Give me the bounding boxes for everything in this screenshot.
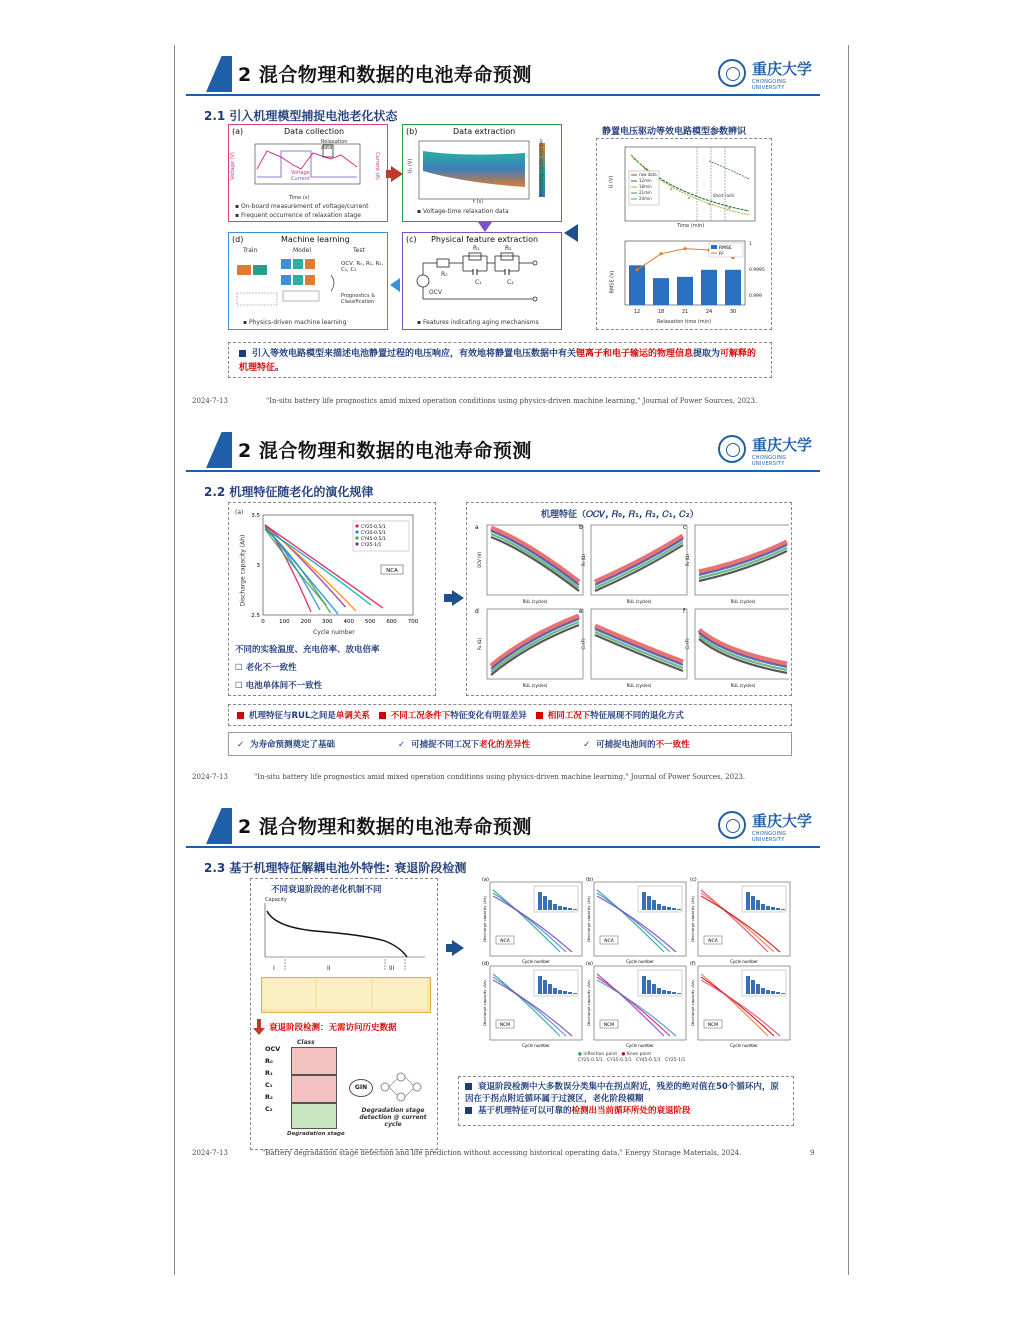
bullet-square — [237, 712, 244, 719]
seal-icon — [718, 59, 746, 87]
seal-icon — [718, 811, 746, 839]
histogram-bar — [672, 908, 676, 910]
panel-title: Data extraction — [453, 127, 516, 136]
capacity-tag: NCA — [386, 568, 398, 574]
footer-reference: "In-situ battery life prognostics amid mixed operation conditions using physics-driven machine learning," Journal of Power Sources, 2023. — [254, 773, 746, 781]
section-title: 2.2 机理特征随老化的演化规律 — [204, 485, 374, 499]
subplot-label: c — [683, 524, 687, 531]
check-icon: ✓ — [237, 740, 245, 750]
capacity-xtick: 400 — [343, 619, 354, 625]
rmse-legend-swatch — [711, 245, 717, 249]
feature-subplot — [579, 608, 687, 688]
mechanism-title: 不同衰退阶段的老化机制不同 — [271, 885, 382, 895]
slide-header — [186, 428, 820, 474]
model-label: Model — [293, 247, 312, 254]
rmse-tick-label: 24 — [705, 309, 713, 315]
histogram-bar — [568, 992, 572, 994]
logo-name: 重庆大学 — [752, 812, 813, 830]
histogram-bar — [677, 909, 681, 910]
rmse-legend-label: RMSE — [719, 246, 732, 251]
slide-title: 2 混合物理和数据的电池寿命预测 — [238, 440, 532, 462]
capacity-ytick: 2.5 — [251, 613, 260, 619]
stage-label-2: II — [327, 965, 331, 972]
panel-data-collection — [228, 124, 388, 222]
page-border-left — [174, 45, 175, 1275]
slide-header — [186, 52, 820, 98]
capacity-legend-label: CY35-0.5/1 — [361, 531, 386, 536]
stage-subplot — [482, 877, 582, 964]
capacity-legend-label: CY25-0.5/1 — [361, 525, 386, 530]
subplot-label: e — [579, 608, 583, 615]
ocv-label: OCV — [429, 289, 443, 296]
r2-tick-label: 0.999 — [749, 294, 762, 299]
slide-title: 2 混合物理和数据的电池寿命预测 — [238, 816, 532, 838]
capacity-ytick: 3 — [256, 563, 260, 569]
test-label: Test — [353, 247, 365, 254]
header-rule — [186, 470, 820, 472]
bullet: ▪ Physics-driven machine learning — [243, 319, 347, 326]
feature-subplot — [475, 524, 583, 604]
mechanism-panel — [250, 878, 438, 1150]
r2-point — [659, 252, 662, 255]
histogram-bar — [781, 993, 785, 994]
chem-tag: NCA — [708, 939, 718, 944]
histogram-bar — [647, 980, 651, 994]
slide-3 — [186, 804, 820, 1174]
subplot-ylabel: OCV (V) — [477, 552, 482, 568]
subplot-label: (f) — [690, 961, 696, 967]
check-icon: ✓ — [583, 740, 591, 750]
histogram-bar — [766, 990, 770, 994]
panel-label: (d) — [232, 235, 244, 244]
histogram-bar — [781, 909, 785, 910]
bullet-square — [465, 1107, 472, 1114]
legend-current: Current — [291, 176, 310, 182]
histogram-bar — [543, 896, 547, 910]
section-title: 2.1 引入机理模型捕捉电池老化状态 — [204, 109, 398, 123]
subplot-ylabel: Discharge capacity (Ah) — [690, 980, 695, 1026]
feature-subplot — [683, 524, 789, 604]
r0-label: R₀ — [441, 271, 448, 278]
relaxation-plot — [405, 137, 555, 207]
histogram-bar — [573, 993, 577, 994]
rmse-tick-label: 18 — [657, 309, 665, 315]
capacity-legend-marker — [355, 524, 358, 527]
histogram-bar — [647, 896, 651, 910]
histogram-bar — [776, 992, 780, 994]
panel-title: Machine learning — [281, 235, 350, 244]
bullet-square — [379, 712, 386, 719]
slide-header — [186, 804, 820, 850]
subplot-xlabel: Cycle number — [730, 1043, 758, 1048]
stage-row-3 — [291, 1103, 337, 1129]
histogram-bar — [652, 984, 656, 994]
subplot-label: (d) — [482, 961, 490, 967]
gin-graph — [375, 1067, 435, 1107]
subplot-xlabel: RUL (cycles) — [522, 599, 548, 604]
capacity-chart — [233, 507, 433, 635]
footer-reference: "In-situ battery life prognostics amid mixed operation conditions using physics-driven machine learning," Journal of Power Sources, 2023. — [266, 397, 758, 405]
subplot-ylabel: Discharge capacity (Ah) — [482, 896, 487, 942]
histogram-bar — [553, 988, 557, 994]
university-logo — [718, 58, 812, 90]
histogram-bar — [657, 904, 661, 910]
subplot-label: (c) — [690, 877, 697, 883]
section-title: 2.3 基于机理特征解耦电池外特性: 衰退阶段检测 — [204, 861, 467, 875]
histogram-bar — [667, 991, 671, 994]
subplot-xlabel: Cycle number — [522, 1043, 550, 1048]
check-icon: ✓ — [398, 740, 406, 750]
capacity-panel — [228, 502, 436, 696]
flow-arrow-head — [452, 590, 464, 606]
histogram-bar — [751, 896, 755, 910]
fit-xlabel: Time (min) — [677, 223, 705, 229]
header-rule — [186, 94, 820, 96]
subplot-label: f — [683, 608, 686, 615]
right-panel — [596, 138, 772, 330]
mechanism-col-3 — [373, 979, 427, 1009]
subplot-xlabel: Cycle number — [626, 959, 654, 964]
rmse-ylabel: RMSE (V) — [609, 270, 616, 294]
chart-label: (a) — [235, 509, 244, 516]
histogram-bar — [657, 988, 661, 994]
mechanism-col-1 — [263, 979, 315, 1009]
bullet-square — [536, 712, 543, 719]
bullet-square — [465, 1083, 472, 1090]
logo-sub: CHONGQING UNIVERSITY — [752, 455, 787, 467]
capacity-xlabel: Cycle number — [313, 629, 355, 636]
university-logo — [718, 810, 812, 842]
capacity-legend-marker — [355, 542, 358, 545]
capacity-xtick: 100 — [279, 619, 290, 625]
chem-tag: NCM — [499, 1023, 511, 1028]
logo-name: 重庆大学 — [752, 436, 813, 454]
rmse-tick-label: 21 — [681, 309, 689, 315]
stage-subplot — [586, 961, 686, 1048]
header-accent — [206, 56, 232, 92]
chem-tag: NCA — [500, 939, 510, 944]
rmse-bar — [725, 270, 741, 305]
histogram-bar — [761, 904, 765, 910]
feature-grid — [469, 519, 789, 695]
gin-node: GIN — [349, 1079, 373, 1097]
equivalent-circuit — [407, 247, 557, 313]
stage-matrix — [291, 1047, 337, 1127]
rmse-tick-label: 12 — [633, 309, 641, 315]
bullet: ▪ Features indicating aging mechanisms — [417, 319, 539, 326]
feature-panel — [466, 502, 792, 696]
down-arrow-head — [253, 1028, 265, 1035]
axis-ylabel: U₁ (V) — [407, 158, 414, 174]
subplot-ylabel: Discharge capacity (Ah) — [690, 896, 695, 942]
histogram-bar — [642, 976, 646, 994]
fit-annotation: Short radii — [713, 193, 734, 198]
capacity-legend-marker — [355, 530, 358, 533]
r2-point — [635, 268, 638, 271]
capacity-xtick: 500 — [364, 619, 376, 625]
panel-title: Data collection — [284, 127, 345, 136]
rmse-tick-label: 30 — [729, 309, 737, 315]
note-2: ☐ 老化不一致性 — [235, 663, 297, 673]
panel-title: Physical feature extraction — [431, 235, 539, 244]
histogram-bar — [652, 900, 656, 910]
fit-ylabel: U (V) — [608, 175, 615, 189]
train-label: Train — [243, 247, 258, 254]
histogram-bar — [568, 908, 572, 910]
subplot-ylabel: Discharge capacity (Ah) — [586, 980, 591, 1026]
panel-label: (b) — [406, 127, 418, 136]
bullet-2: ▪ Frequent occurrence of relaxation stage — [235, 212, 361, 219]
header-accent — [206, 808, 232, 844]
panel-physical-feature — [402, 232, 562, 330]
subplot-xlabel: Cycle number — [522, 959, 550, 964]
panel-label: (c) — [406, 235, 417, 244]
subplot-xlabel: Cycle number — [730, 959, 758, 964]
slide-title: 2 混合物理和数据的电池寿命预测 — [238, 64, 532, 86]
subplot-xlabel: RUL (cycles) — [626, 599, 652, 604]
histogram-bar — [761, 988, 765, 994]
rmse-bar — [653, 278, 669, 305]
detect-title: 衰退阶段检测：无需访问历史数据 — [269, 1023, 397, 1033]
capacity-xtick: 0 — [261, 619, 265, 625]
histogram-bar — [677, 993, 681, 994]
feature-panel-title: 机理特征（𝑂𝐶𝑉, 𝑅₀, 𝑅₁, 𝑅₂, 𝐶₁, 𝐶₂） — [541, 510, 699, 520]
capacity-series-line — [265, 527, 338, 614]
subplot-ylabel: Discharge capacity (Ah) — [482, 980, 487, 1026]
note-3: ☐ 电池单体间不一致性 — [235, 681, 323, 691]
feature-subplot — [579, 524, 687, 604]
feature-subplot — [683, 608, 789, 688]
histogram-bar — [558, 990, 562, 994]
histogram-bar — [543, 980, 547, 994]
footer-date: 2024-7-13 — [192, 1149, 228, 1157]
subplot-label: a — [475, 524, 479, 531]
histogram-bar — [538, 892, 542, 910]
capacity-ytick: 3.5 — [251, 513, 260, 519]
axis-xlabel: t (s) — [473, 199, 484, 205]
flow-arrow-left — [390, 278, 400, 292]
rmse-xlabel: Relaxation time (min) — [657, 319, 712, 325]
subplot-ylabel: R₀ (Ω) — [581, 554, 586, 566]
flow-arrow-left-2 — [564, 224, 578, 242]
histogram-bar — [771, 907, 775, 910]
histogram-bar — [771, 991, 775, 994]
logo-sub: CHONGQING UNIVERSITY — [752, 831, 787, 843]
histogram-bar — [563, 907, 567, 910]
histogram-bar — [746, 892, 750, 910]
subplot-ylabel: R₂ (Ω) — [477, 638, 482, 650]
subplot-xlabel: RUL (cycles) — [522, 683, 548, 688]
footer-date: 2024-7-13 — [192, 397, 228, 405]
capacity-xtick: 600 — [386, 619, 397, 625]
summary-note: 衰退阶段检测中大多数误分类集中在拐点附近，残差的绝对值在50个循环内，原因在于拐点附近循环属于过渡区，老化阶段模糊 基于机理特征可以可靠的检测出当前循环所处的衰退阶段 — [458, 1076, 794, 1126]
r1-label: R₁ — [473, 245, 480, 252]
subplot-xlabel: Cycle number — [626, 1043, 654, 1048]
capacity-legend-marker — [355, 536, 358, 539]
panel-data-extraction — [402, 124, 562, 222]
subplot-ylabel: R₁ (Ω) — [685, 554, 690, 566]
logo-sub: CHONGQING UNIVERSITY — [752, 79, 787, 91]
subplot-label: (b) — [586, 877, 594, 883]
stage-subplot — [690, 961, 790, 1048]
subplot-ylabel: Discharge capacity (Ah) — [586, 896, 591, 942]
r2-tick-label: 0.9995 — [749, 268, 765, 273]
axis-ylabel-2: Current (A) — [373, 152, 380, 180]
histogram-bar — [548, 984, 552, 994]
histogram-bar — [667, 907, 671, 910]
panel-label: (a) — [232, 127, 244, 136]
chem-tag: NCM — [603, 1023, 615, 1028]
histogram-bar — [766, 906, 770, 910]
bullet: ▪ Voltage-time relaxation data — [417, 208, 509, 215]
slide-2 — [186, 428, 820, 798]
stage-label-1: I — [273, 965, 275, 972]
histogram-bar — [642, 892, 646, 910]
capacity-xtick: 700 — [407, 619, 419, 625]
bullet-square — [239, 350, 246, 357]
subplot-label: d — [475, 608, 479, 615]
stage-subplot — [690, 877, 790, 964]
histogram-bar — [751, 980, 755, 994]
stage-subplot — [586, 877, 686, 964]
stage-row-2 — [291, 1075, 337, 1103]
capacity-stage-curve — [255, 897, 435, 977]
mechanism-col-2 — [317, 979, 371, 1009]
capacity-label: Capacity — [265, 897, 287, 903]
r2-tick-label: 1 — [749, 242, 752, 247]
r2-legend-label: R² — [719, 252, 724, 257]
bullet-1: ▪ On-board measurement of voltage/current — [235, 203, 369, 210]
rmse-bar — [677, 277, 693, 305]
c1-label: C₁ — [475, 279, 482, 286]
chem-tag: NCM — [707, 1023, 719, 1028]
class-label: Class — [297, 1039, 315, 1046]
histogram-bar — [553, 904, 557, 910]
legend-voltage: Voltage — [291, 170, 310, 176]
logo-name: 重庆大学 — [752, 60, 813, 78]
histogram-bar — [746, 976, 750, 994]
stage-label-3: III — [389, 965, 395, 972]
rmse-bar — [701, 270, 717, 305]
degradation-stage-label: Degradation stage — [287, 1131, 345, 1137]
right-panel-title: 静置电压驱动等效电路模型参数辨识 — [602, 127, 747, 137]
subplot-label: (a) — [482, 877, 489, 883]
university-logo — [718, 434, 812, 466]
subplot-xlabel: RUL (cycles) — [626, 683, 652, 688]
subplot-xlabel: RUL (cycles) — [730, 683, 756, 688]
histogram-bar — [672, 992, 676, 994]
feature-list: OCV, R₀, R₁, R₂, C₁, C₂ — [341, 261, 384, 273]
footer-reference: "Battery degradation stage detection and life prediction without accessing historical operating data," Energy Storage Materials, 2024. — [262, 1149, 742, 1157]
seal-icon — [718, 435, 746, 463]
prognostics-label: Prognostics & Classification — [341, 293, 376, 305]
header-rule — [186, 846, 820, 848]
page-border-right — [848, 45, 849, 1275]
grid-legend: ● Inflection point ● Knee point CY25-0.5/1 CY35-0.5/1 CY45-0.5/1 CY25-1/1 — [578, 1052, 686, 1063]
summary-note: 引入等效电路模型来描述电池静置过程的电压响应，有效地将静置电压数据中有关锂离子和电子输运的物理信息提取为可解释的机理特征。 — [228, 342, 772, 378]
finding-band: 机理特征与RUL之间是单调关系 不同工况条件下特征变化有明显差异 相同工况下特征展现不同的退化方式 — [228, 704, 792, 726]
capacity-xtick: 300 — [322, 619, 333, 625]
histogram-bar — [662, 906, 666, 910]
feature-list-box: OCV R₀ R₁ C₁ R₂ C₂ — [265, 1045, 281, 1113]
conclusion-band: ✓ 为寿命预测奠定了基础 ✓ 可捕捉不同工况下老化的差异性 ✓ 可捕捉电池间的不一致性 — [228, 732, 792, 756]
slide-1 — [186, 52, 820, 422]
colorbar-label: Increasing cycles number — [539, 138, 545, 197]
rmse-chart — [599, 235, 769, 325]
histogram-bar — [538, 976, 542, 994]
capacity-xtick: 200 — [300, 619, 312, 625]
histogram-bar — [756, 984, 760, 994]
header-accent — [206, 432, 232, 468]
detection-text: Degradation stage detection @ current cycle — [359, 1107, 427, 1128]
subplot-ylabel: C₂ (F) — [685, 638, 690, 650]
flow-arrow-down — [478, 222, 492, 232]
r2-point — [683, 247, 686, 250]
capacity-legend-label: CY45-0.5/1 — [361, 537, 386, 542]
subplot-xlabel: RUL (cycles) — [730, 599, 756, 604]
histogram-bar — [573, 909, 577, 910]
capacity-legend-label: CY25-1/1 — [361, 543, 382, 548]
histogram-bar — [662, 990, 666, 994]
relaxation-label: Relaxation data — [321, 139, 348, 151]
fit-legend: raw data 12min 18min 21min 24min — [639, 172, 657, 201]
axis-ylabel: Voltage (V) — [229, 152, 236, 180]
capacity-ylabel: Discharge capacity (Ah) — [239, 534, 247, 607]
page-number: 9 — [810, 1149, 815, 1157]
histogram-bar — [563, 991, 567, 994]
footer-date: 2024-7-13 — [192, 773, 228, 781]
stage-row-1 — [291, 1047, 337, 1075]
histogram-bar — [756, 900, 760, 910]
subplot-label: (e) — [586, 961, 593, 967]
feature-subplot — [475, 608, 583, 688]
r2-label: R₂ — [505, 245, 512, 252]
chem-tag: NCA — [604, 939, 614, 944]
axis-xlabel: Time (s) — [289, 195, 310, 201]
subplot-ylabel: C₁ (F) — [581, 638, 586, 650]
histogram-bar — [776, 908, 780, 910]
stage-subplot — [482, 961, 582, 1048]
flow-arrow-head — [452, 940, 464, 956]
subplot-label: b — [579, 524, 583, 531]
note-1: 不同的实验温度、充电倍率、放电倍率 — [235, 645, 380, 655]
histogram-bar — [558, 906, 562, 910]
stage-detection-grid — [478, 876, 798, 1072]
histogram-bar — [548, 900, 552, 910]
panel-machine-learning — [228, 232, 388, 330]
c2-label: C₂ — [507, 279, 514, 286]
